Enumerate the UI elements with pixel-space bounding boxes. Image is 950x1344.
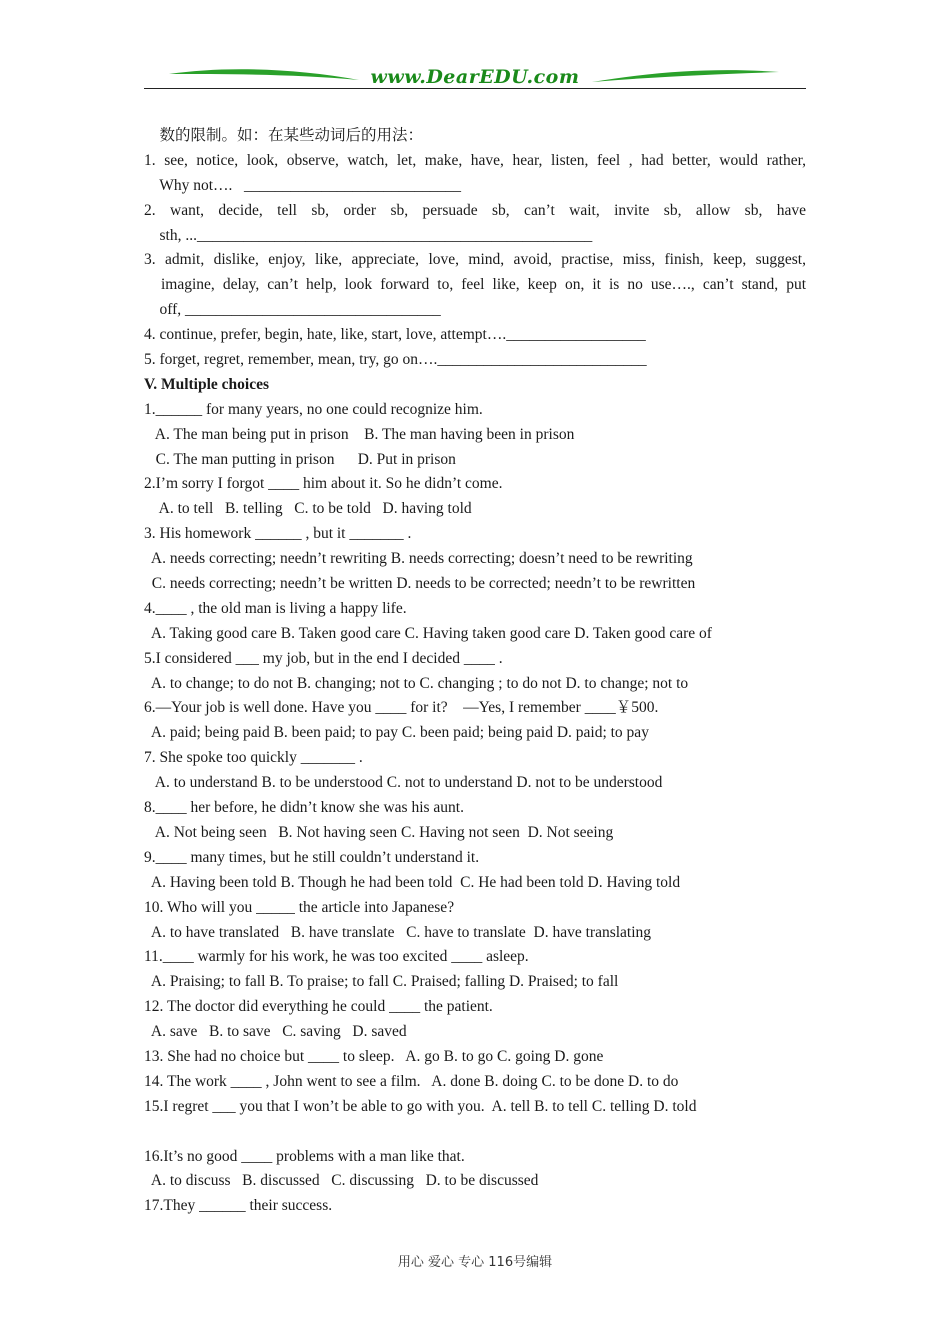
section-title: V. Multiple choices — [144, 375, 269, 393]
question-list — [144, 398, 806, 1219]
question-line: A. to have translated B. have translate C. have to translate D. have translating — [144, 923, 652, 941]
question-line: 16.It’s no good ____ problems with a man like that. — [144, 1147, 465, 1165]
intro-line: 数的限制。如：在某些动词后的用法： — [144, 127, 424, 144]
question-line: 12. The doctor did everything he could ____ the patient. — [144, 998, 493, 1016]
usage-line: Why not…. ____________________________ — [144, 176, 462, 194]
document-body — [144, 124, 806, 1219]
question-line: 1.______ for many years, no one could recognize him. — [144, 400, 483, 418]
question-line: 6.—Your job is well done. Have you ____ for it? —Yes, I remember ____￥500. — [144, 699, 659, 717]
question-line: 3. His homework ______ , but it _______ . — [144, 525, 412, 543]
usage-line: sth, ...___________________________________________________ — [144, 226, 593, 244]
question-line: A. Not being seen B. Not having seen C. Having not seen D. Not seeing — [144, 823, 614, 841]
question-line: 4.____ , the old man is living a happy life. — [144, 599, 407, 617]
question-line: 2.I’m sorry I forgot ____ him about it. So he didn’t come. — [144, 475, 503, 493]
question-line: A. needs correcting; needn’t rewriting B. needs correcting; doesn’t need to be rewriting — [144, 550, 693, 568]
question-line: A. Taking good care B. Taken good care C. Having taken good care D. Taken good care of — [144, 624, 712, 642]
question-line: A. to change; to do not B. changing; not to C. changing ; to do not D. to change; not to — [144, 674, 689, 692]
question-line: 8.____ her before, he didn’t know she was his aunt. — [144, 799, 464, 817]
usage-line: 5. forget, regret, remember, mean, try, go on….___________________________ — [144, 351, 647, 369]
question-line: 13. She had no choice but ____ to sleep. A. go B. to go C. going D. gone — [144, 1047, 604, 1065]
usage-line: 4. continue, prefer, begin, hate, like, start, love, attempt….__________________ — [144, 326, 646, 344]
question-line: 14. The work ____ , John went to see a film. A. done B. doing C. to be done D. to do — [144, 1072, 679, 1090]
question-line: A. to discuss B. discussed C. discussing D. to be discussed — [144, 1172, 539, 1190]
usage-line: 3. admit, dislike, enjoy, like, appreciate, love, mind, avoid, practise, miss, finish, keep, suggest, — [144, 251, 806, 269]
header-divider — [144, 88, 806, 89]
question-line: A. save B. to save C. saving D. saved — [144, 1023, 407, 1041]
usage-line: 2. want, decide, tell sb, order sb, persuade sb, can’t wait, invite sb, allow sb, have — [144, 201, 806, 219]
page-header — [144, 62, 806, 92]
question-line: A. Having been told B. Though he had been told C. He had been told D. Having told — [144, 873, 681, 891]
page-footer: 用心 爱心 专心 116号编辑 — [397, 1255, 553, 1270]
question-line: A. Praising; to fall B. To praise; to fall C. Praised; falling D. Praised; to fall — [144, 973, 619, 991]
question-line: 9.____ many times, but he still couldn’t understand it. — [144, 848, 480, 866]
question-line: A. paid; being paid B. been paid; to pay C. been paid; being paid D. paid; to pay — [144, 724, 649, 742]
question-line: 10. Who will you _____ the article into Japanese? — [144, 898, 455, 916]
question-line: 15.I regret ___ you that I won’t be able to go with you. A. tell B. to tell C. telling D. told — [144, 1097, 697, 1115]
question-line: 17.They ______ their success. — [144, 1197, 333, 1215]
question-line: A. The man being put in prison B. The man having been in prison — [144, 425, 575, 443]
question-line — [144, 1120, 806, 1145]
usage-line: off, _________________________________ — [144, 301, 441, 319]
usage-line: imagine, delay, can’t help, look forward to, feel like, keep on, it is no use…., can’t stand, put — [161, 276, 806, 294]
question-line: A. to understand B. to be understood C. not to understand D. not to be understood — [144, 774, 663, 792]
question-line: 11.____ warmly for his work, he was too excited ____ asleep. — [144, 948, 529, 966]
usage-line: 1. see, notice, look, observe, watch, let, make, have, hear, listen, feel , had better, would rather, — [144, 151, 806, 169]
question-line: 5.I considered ___ my job, but in the end I decided ____ . — [144, 649, 503, 667]
question-line: C. needs correcting; needn’t be written D. needs to be corrected; needn’t to be rewritten — [144, 575, 696, 593]
question-line: A. to tell B. telling C. to be told D. having told — [144, 500, 472, 518]
question-line: 7. She spoke too quickly _______ . — [144, 749, 363, 767]
question-line: C. The man putting in prison D. Put in prison — [144, 450, 456, 468]
site-logo-text: www.DearEDU.com — [370, 66, 580, 88]
